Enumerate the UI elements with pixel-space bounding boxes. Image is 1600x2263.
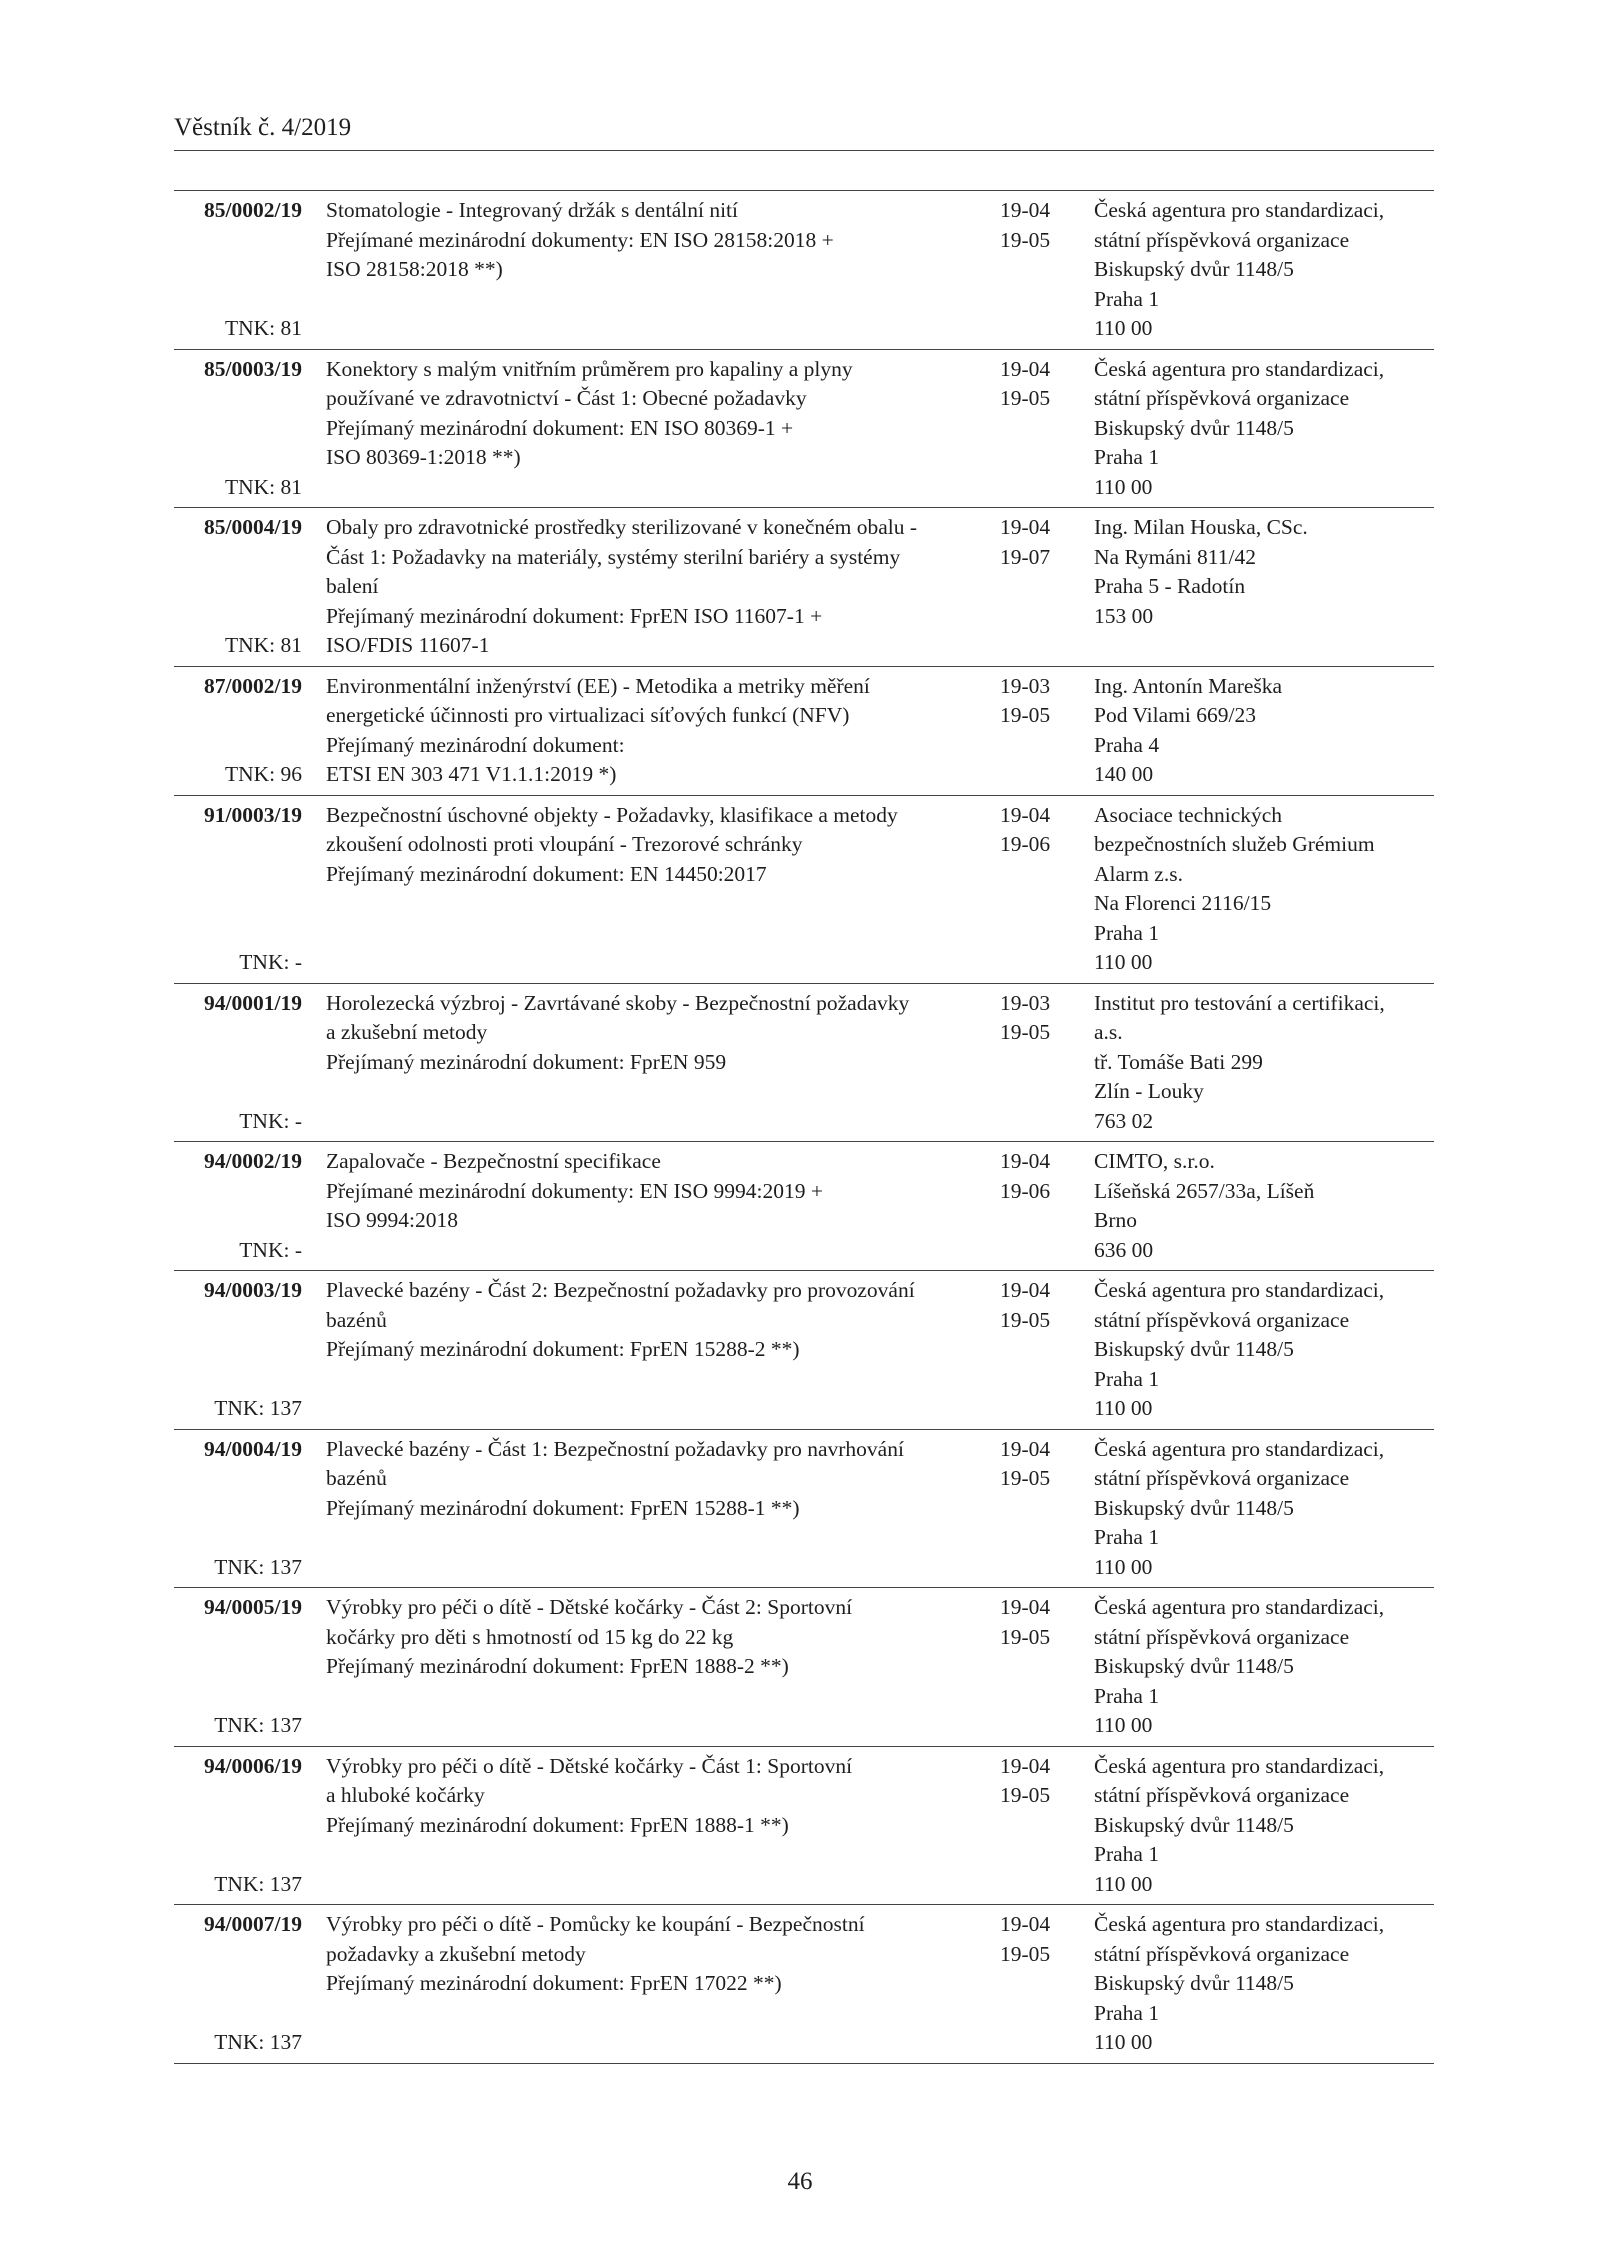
description-line: Přejímaný mezinárodní dokument: FprEN 1888-2 **) [326, 1654, 789, 1678]
description-line: Přejímaný mezinárodní dokument: FprEN 959 [326, 1049, 727, 1074]
contact-line: Praha 5 - Radotín [1094, 574, 1246, 598]
page-number: 46 [787, 2168, 813, 2195]
description-line: a zkušební metody [326, 1020, 488, 1044]
description-line: Část 1: Požadavky na materiály, systémy sterilní bariéry a systémy [326, 544, 901, 569]
contact-line: 110 00 [1094, 316, 1153, 340]
tnk-label: TNK: 81 [224, 633, 302, 657]
contact-line: Institut pro testování a certifikaci, [1094, 990, 1385, 1015]
entry-id-cell [174, 355, 324, 503]
contact-line: Biskupský dvůr 1148/5 [1094, 415, 1294, 440]
entry-number: 94/0004/19 [204, 1436, 302, 1461]
entry-contact [1084, 513, 1434, 661]
entry-contact [1084, 801, 1434, 978]
description-line: Zapalovače - Bezpečnostní specifikace [326, 1149, 661, 1173]
contact-line: Praha 1 [1094, 445, 1160, 469]
contact-line: státní příspěvková organizace [1094, 1941, 1350, 1966]
entry-contact [1084, 1593, 1434, 1741]
description-line: Přejímaný mezinárodní dokument: [326, 732, 625, 757]
entry-dates [996, 1276, 1084, 1424]
entry-contact [1084, 1147, 1434, 1265]
entry-description [324, 1147, 996, 1265]
contact-line: Česká agentura pro standardizaci, [1094, 198, 1385, 222]
description-line: Přejímaný mezinárodní dokument: FprEN 1888-1 **) [326, 1812, 789, 1837]
description-line: Konektory s malým vnitřním průměrem pro kapaliny a plyny [326, 356, 853, 381]
description-line: Plavecké bazény - Část 1: Bezpečnostní požadavky pro navrhování [326, 1436, 904, 1461]
contact-line: státní příspěvková organizace [1094, 227, 1350, 252]
entry-dates [996, 355, 1084, 503]
description-line: Přejímané mezinárodní dokumenty: EN ISO 28158:2018 + [326, 227, 834, 252]
entry-dates [996, 672, 1084, 790]
description-line: Bezpečnostní úschovné objekty - Požadavky, klasifikace a metody [326, 802, 898, 827]
tnk-label: TNK: 137 [214, 1554, 302, 1579]
date-value: 19-05 [1000, 1941, 1051, 1966]
description-line: Přejímaný mezinárodní dokument: FprEN 15288-2 **) [326, 1337, 800, 1361]
description-line: Přejímaný mezinárodní dokument: FprEN 17022 **) [326, 1971, 782, 1995]
description-line: balení [326, 574, 379, 598]
entry-description [324, 989, 996, 1137]
entry-number: 85/0002/19 [204, 198, 302, 222]
entry-number: 91/0003/19 [204, 802, 302, 827]
contact-line: Praha 1 [1094, 286, 1160, 311]
entry-contact [1084, 1910, 1434, 2058]
entry-description [324, 1752, 996, 1900]
contact-line: 140 00 [1094, 762, 1154, 786]
description-line: zkoušení odolnosti proti vloupání - Trezorové schránky [326, 832, 803, 856]
date-value: 19-04 [1000, 1595, 1051, 1619]
description-line: Přejímaný mezinárodní dokument: EN 14450:2017 [326, 861, 767, 886]
entry-description [324, 672, 996, 790]
contact-line: Na Florenci 2116/15 [1094, 891, 1272, 915]
contact-line: Biskupský dvůr 1148/5 [1094, 1971, 1294, 1995]
tnk-label: TNK: - [239, 1237, 302, 1262]
contact-line: Zlín - Louky [1094, 1079, 1204, 1103]
description-line: a hluboké kočárky [326, 1783, 485, 1807]
entry-id-cell [174, 801, 324, 978]
entry-id-cell [174, 196, 324, 344]
contact-line: státní příspěvková organizace [1094, 386, 1350, 410]
tnk-label: TNK: - [239, 950, 302, 974]
contact-line: Praha 1 [1094, 1366, 1160, 1391]
description-line: bazénů [326, 1307, 387, 1332]
contact-line: 110 00 [1094, 474, 1153, 499]
contact-line: a.s. [1094, 1020, 1123, 1044]
description-line: Plavecké bazény - Část 2: Bezpečnostní požadavky pro provozování [326, 1278, 915, 1302]
description-line: Přejímaný mezinárodní dokument: FprEN 15288-1 **) [326, 1495, 800, 1520]
contact-line: státní příspěvková organizace [1094, 1783, 1350, 1807]
contact-line: CIMTO, s.r.o. [1094, 1149, 1215, 1173]
description-line: Výrobky pro péči o dítě - Pomůcky ke koupání - Bezpečnostní [326, 1912, 865, 1936]
entry-contact [1084, 672, 1434, 790]
entry-id-cell [174, 513, 324, 661]
tnk-label: TNK: 81 [224, 316, 302, 340]
entry-number: 94/0002/19 [204, 1149, 302, 1173]
table-row [174, 1747, 1434, 1906]
description-line: energetické účinnosti pro virtualizaci síťových funkcí (NFV) [326, 703, 850, 727]
date-value: 19-07 [1000, 544, 1051, 569]
date-value: 19-05 [1000, 227, 1051, 252]
table-row [174, 508, 1434, 667]
entry-id-cell [174, 1147, 324, 1265]
entry-id-cell [174, 1435, 324, 1583]
description-line: používané ve zdravotnictví - Část 1: Obecné požadavky [326, 386, 807, 410]
contact-line: Brno [1094, 1208, 1137, 1232]
tnk-label: TNK: 81 [224, 474, 302, 499]
contact-line: Česká agentura pro standardizaci, [1094, 1595, 1385, 1619]
entry-dates [996, 1147, 1084, 1265]
table-row [174, 191, 1434, 350]
page-header [174, 110, 1434, 151]
entry-description [324, 801, 996, 978]
contact-line: Líšeňská 2657/33a, Líšeň [1094, 1178, 1315, 1203]
contact-line: 153 00 [1094, 603, 1154, 628]
contact-line: Praha 4 [1094, 732, 1160, 757]
entry-contact [1084, 989, 1434, 1137]
entry-contact [1084, 355, 1434, 503]
contact-line: bezpečnostních služeb Grémium [1094, 832, 1375, 856]
table-row [174, 667, 1434, 796]
tnk-label: TNK: - [239, 1108, 302, 1133]
date-value: 19-04 [1000, 802, 1051, 827]
entry-dates [996, 989, 1084, 1137]
entry-contact [1084, 196, 1434, 344]
description-line: Obaly pro zdravotnické prostředky sterilizované v konečném obalu - [326, 515, 918, 539]
entry-dates [996, 1910, 1084, 2058]
date-value: 19-03 [1000, 990, 1051, 1015]
entry-number: 94/0006/19 [204, 1753, 302, 1778]
entry-dates [996, 513, 1084, 661]
date-value: 19-04 [1000, 1753, 1051, 1778]
description-line: ISO 80369-1:2018 **) [326, 445, 521, 469]
contact-line: Biskupský dvůr 1148/5 [1094, 257, 1294, 281]
entry-number: 94/0007/19 [204, 1912, 302, 1936]
date-value: 19-05 [1000, 1783, 1051, 1807]
entry-number: 94/0001/19 [204, 990, 302, 1015]
contact-line: 110 00 [1094, 2030, 1153, 2054]
contact-line: Biskupský dvůr 1148/5 [1094, 1337, 1294, 1361]
date-value: 19-05 [1000, 386, 1051, 410]
description-line: ISO/FDIS 11607-1 [326, 633, 490, 657]
date-value: 19-04 [1000, 356, 1051, 381]
date-value: 19-05 [1000, 1307, 1051, 1332]
contact-line: Biskupský dvůr 1148/5 [1094, 1495, 1294, 1520]
date-value: 19-06 [1000, 832, 1051, 856]
contact-line: Alarm z.s. [1094, 861, 1183, 886]
entry-contact [1084, 1752, 1434, 1900]
date-value: 19-05 [1000, 1020, 1051, 1044]
description-line: Výrobky pro péči o dítě - Dětské kočárky - Část 2: Sportovní [326, 1595, 853, 1619]
contact-line: 110 00 [1094, 1713, 1153, 1737]
entry-description [324, 1276, 996, 1424]
contact-line: Na Rymáni 811/42 [1094, 544, 1256, 569]
contact-line: Pod Vilami 669/23 [1094, 703, 1256, 727]
date-value: 19-05 [1000, 1624, 1051, 1649]
contact-line: Ing. Antonín Mareška [1094, 673, 1283, 698]
contact-line: 763 02 [1094, 1108, 1154, 1133]
description-line: kočárky pro děti s hmotností od 15 kg do 22 kg [326, 1624, 734, 1649]
contact-line: státní příspěvková organizace [1094, 1307, 1350, 1332]
date-value: 19-04 [1000, 1912, 1051, 1936]
entry-number: 94/0005/19 [204, 1595, 302, 1619]
date-value: 19-04 [1000, 1149, 1051, 1173]
contact-line: Česká agentura pro standardizaci, [1094, 1278, 1385, 1302]
table-row [174, 1588, 1434, 1747]
entry-dates [996, 1593, 1084, 1741]
contact-line: Biskupský dvůr 1148/5 [1094, 1654, 1294, 1678]
contact-line: Asociace technických [1094, 802, 1283, 827]
description-line: bazénů [326, 1466, 387, 1490]
contact-line: Praha 1 [1094, 920, 1160, 945]
table-row [174, 1905, 1434, 2064]
date-value: 19-04 [1000, 1436, 1051, 1461]
entry-dates [996, 1752, 1084, 1900]
contact-line: tř. Tomáše Bati 299 [1094, 1049, 1263, 1074]
description-line: Přejímaný mezinárodní dokument: FprEN ISO 11607-1 + [326, 603, 823, 628]
tnk-label: TNK: 137 [214, 1871, 302, 1896]
date-value: 19-04 [1000, 198, 1051, 222]
date-value: 19-03 [1000, 673, 1051, 698]
contact-line: Praha 1 [1094, 2000, 1160, 2025]
entry-id-cell [174, 1276, 324, 1424]
table-row [174, 1271, 1434, 1430]
entry-id-cell [174, 1910, 324, 2058]
entry-contact [1084, 1435, 1434, 1583]
journal-title: Věstník č. 4/2019 [174, 114, 352, 141]
entry-dates [996, 196, 1084, 344]
entry-dates [996, 801, 1084, 978]
contact-line: 110 00 [1094, 1396, 1153, 1420]
contact-line: 636 00 [1094, 1237, 1154, 1262]
contact-line: Česká agentura pro standardizaci, [1094, 356, 1385, 381]
description-line: požadavky a zkušební metody [326, 1941, 586, 1966]
entry-number: 87/0002/19 [204, 673, 302, 698]
table-row [174, 796, 1434, 984]
entry-id-cell [174, 1593, 324, 1741]
entry-contact [1084, 1276, 1434, 1424]
tnk-label: TNK: 96 [224, 762, 302, 786]
table-row [174, 1430, 1434, 1589]
tnk-label: TNK: 137 [214, 1396, 302, 1420]
table-row [174, 984, 1434, 1143]
contact-line: státní příspěvková organizace [1094, 1624, 1350, 1649]
entry-description [324, 1910, 996, 2058]
entry-description [324, 355, 996, 503]
entry-number: 85/0003/19 [204, 356, 302, 381]
tnk-label: TNK: 137 [214, 2030, 302, 2054]
description-line: Horolezecká výzbroj - Zavrtávané skoby - Bezpečnostní požadavky [326, 990, 910, 1015]
table-row [174, 350, 1434, 509]
contact-line: Česká agentura pro standardizaci, [1094, 1753, 1385, 1778]
contact-line: 110 00 [1094, 950, 1153, 974]
table-row [174, 1142, 1434, 1271]
entry-id-cell [174, 1752, 324, 1900]
tnk-label: TNK: 137 [214, 1713, 302, 1737]
entry-dates [996, 1435, 1084, 1583]
entry-description [324, 196, 996, 344]
entry-number: 85/0004/19 [204, 515, 302, 539]
date-value: 19-05 [1000, 1466, 1051, 1490]
contact-line: Praha 1 [1094, 1842, 1160, 1866]
contact-line: Praha 1 [1094, 1683, 1160, 1708]
description-line: Environmentální inženýrství (EE) - Metodika a metriky měření [326, 673, 870, 698]
contact-line: Česká agentura pro standardizaci, [1094, 1436, 1385, 1461]
entry-id-cell [174, 672, 324, 790]
description-line: ETSI EN 303 471 V1.1.1:2019 *) [326, 762, 617, 786]
description-line: ISO 28158:2018 **) [326, 257, 503, 281]
entry-id-cell [174, 989, 324, 1137]
date-value: 19-05 [1000, 703, 1051, 727]
contact-line: Praha 1 [1094, 1525, 1160, 1549]
contact-line: Biskupský dvůr 1148/5 [1094, 1812, 1294, 1837]
contact-line: 110 00 [1094, 1871, 1153, 1896]
entry-description [324, 1435, 996, 1583]
standards-table [174, 190, 1434, 2064]
entry-number: 94/0003/19 [204, 1278, 302, 1302]
description-line: ISO 9994:2018 [326, 1208, 458, 1232]
description-line: Přejímaný mezinárodní dokument: EN ISO 80369-1 + [326, 415, 794, 440]
contact-line: 110 00 [1094, 1554, 1153, 1579]
date-value: 19-04 [1000, 515, 1051, 539]
date-value: 19-06 [1000, 1178, 1051, 1203]
contact-line: Ing. Milan Houska, CSc. [1094, 515, 1308, 539]
contact-line: státní příspěvková organizace [1094, 1466, 1350, 1490]
contact-line: Česká agentura pro standardizaci, [1094, 1912, 1385, 1936]
date-value: 19-04 [1000, 1278, 1051, 1302]
description-line: Stomatologie - Integrovaný držák s dentální nití [326, 198, 738, 222]
description-line: Výrobky pro péči o dítě - Dětské kočárky - Část 1: Sportovní [326, 1753, 853, 1778]
description-line: Přejímané mezinárodní dokumenty: EN ISO 9994:2019 + [326, 1178, 823, 1203]
entry-description [324, 513, 996, 661]
entry-description [324, 1593, 996, 1741]
